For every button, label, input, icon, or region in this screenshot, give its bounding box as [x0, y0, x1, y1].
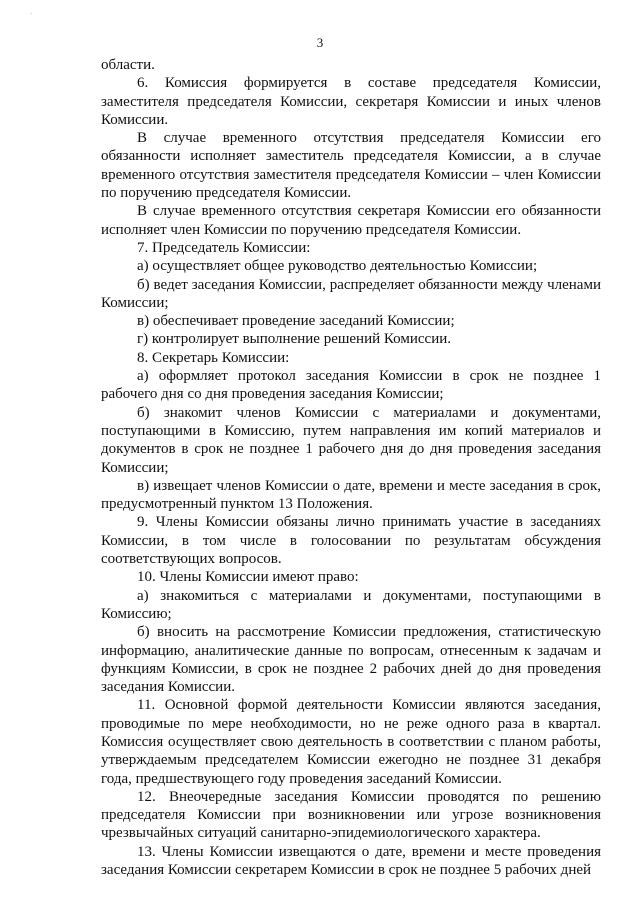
paragraph: 13. Члены Комиссии извещаются о дате, времени и месте проведения заседания Комиссии секретарем Комиссии в срок не позднее 5 рабочих дней: [101, 843, 601, 879]
paragraph: 10. Члены Комиссии имеют право:: [137, 569, 359, 586]
paragraph: 6. Комиссия формируется в составе председателя Комиссии, заместителя председателя Комиссии, секретаря Комиссии и иных членов Комиссии.: [101, 75, 601, 128]
paragraph: в) извещает членов Комиссии о дате, времени и месте заседания в срок, предусмотренный пунктом 13 Положения.: [101, 477, 601, 513]
paragraph: В случае временного отсутствия председателя Комиссии его обязанности исполняет заместитель председателя Комиссии, а в случае временного отсутствия заместителя председателя Комиссии – член Комиссии по поручению председателя Комиссии.: [101, 130, 601, 202]
page-number: 3: [316, 35, 324, 50]
paragraph: 11. Основной формой деятельности Комиссии являются заседания, проводимые по мере необходимости, но не реже одного раза в квартал. Комиссия осуществляет свою деятельность в соответствии с планом работы, утверждаемым председателем Комиссии ежегодно не позднее 31 декабря года, предшествующего году проведения заседаний Комиссии.: [101, 697, 601, 787]
paragraph: г) контролирует выполнение решений Комиссии.: [137, 331, 452, 348]
paragraph: 12. Внеочередные заседания Комиссии проводятся по решению председателя Комиссии при возникновении или угрозе возникновения чрезвычайных ситуаций санитарно-эпидемиологического характера.: [101, 788, 601, 842]
paragraph: В случае временного отсутствия секретаря Комиссии его обязанности исполняет член Комиссии по поручению председателя Комиссии.: [101, 203, 601, 238]
paragraph: а) знакомиться с материалами и документами, поступающими в Комиссию;: [101, 587, 601, 622]
paragraph: а) осуществляет общее руководство деятельностью Комиссии;: [137, 258, 538, 275]
paragraph: 9. Члены Комиссии обязаны лично принимать участие в заседаниях Комиссии, в том числе в голосовании по результатам обсуждения соответствующих вопросов.: [101, 514, 601, 568]
paragraph: а) оформляет протокол заседания Комиссии в срок не позднее 1 рабочего дня со дня проведения заседания Комиссии;: [101, 368, 601, 403]
paragraph: области.: [101, 57, 155, 73]
scan-mark: ·: [30, 10, 33, 18]
paragraph: 8. Секретарь Комиссии:: [137, 349, 290, 366]
paragraph: 7. Председатель Комиссии:: [137, 239, 311, 256]
paragraph: б) знакомит членов Комиссии с материалами и документами, поступающими в Комиссию, путем направления им копий материалов и документов в срок не позднее 1 рабочего дня до дня проведения заседания Комиссии;: [101, 404, 601, 476]
paragraph: б) ведет заседания Комиссии, распределяет обязанности между членами Комиссии;: [101, 276, 601, 311]
paragraph: в) обеспечивает проведение заседаний Комиссии;: [137, 313, 455, 330]
document-body: [101, 56, 601, 879]
paragraph: б) вносить на рассмотрение Комиссии предложения, статистическую информацию, аналитические данные по вопросам, отнесенным к задачам и функциям Комиссии, в срок не позднее 2 рабочих дней до дня проведения заседания Комиссии.: [101, 624, 601, 696]
